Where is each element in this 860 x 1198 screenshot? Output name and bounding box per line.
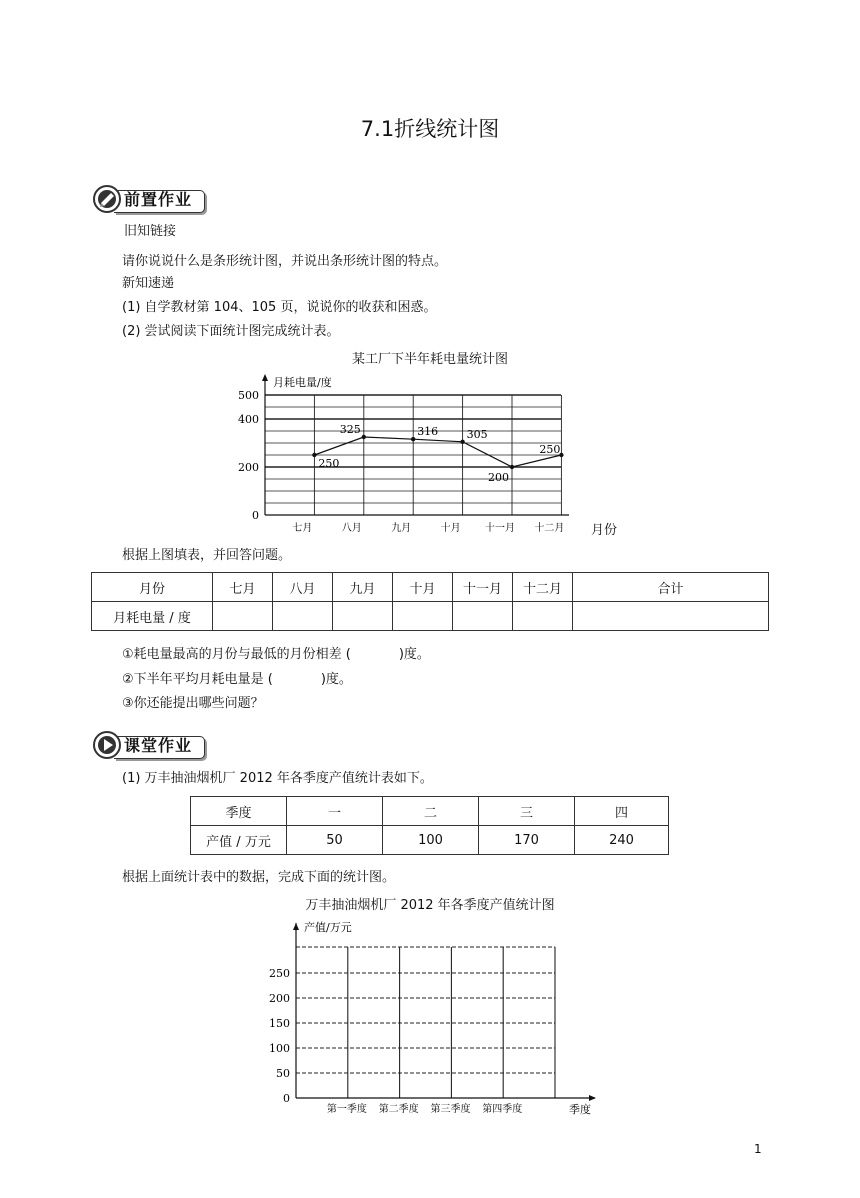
y-tick-label: 500 bbox=[238, 389, 259, 402]
fill-table-instruction: 根据上图填表，并回答问题。 bbox=[122, 548, 292, 563]
blank-answer-cell[interactable] bbox=[573, 602, 769, 631]
table-cell: 170 bbox=[479, 826, 575, 855]
table-cell: 十二月 bbox=[513, 573, 573, 602]
x-tick-label: 八月 bbox=[341, 523, 362, 534]
table-cell: 合计 bbox=[573, 573, 769, 602]
y-tick-label: 0 bbox=[252, 509, 259, 522]
data-label: 316 bbox=[417, 425, 439, 439]
data-point bbox=[411, 437, 415, 441]
empty-bar-chart[interactable] bbox=[262, 915, 602, 1120]
table-cell: 二 bbox=[383, 797, 479, 826]
table-cell: 产值 / 万元 bbox=[191, 826, 287, 855]
y-tick-label: 50 bbox=[276, 1067, 290, 1080]
complete-chart-instruction: 根据上面统计表中的数据，完成下面的统计图。 bbox=[122, 870, 396, 885]
table-cell: 月耗电量 / 度 bbox=[92, 602, 213, 631]
question-average bbox=[122, 670, 352, 690]
page-title: 7.1折线统计图 bbox=[360, 117, 500, 141]
x-tick-label: 第四季度 bbox=[482, 1104, 523, 1115]
x-axis-arrow bbox=[589, 1095, 596, 1101]
section-header-class bbox=[92, 730, 212, 760]
y-axis-arrow bbox=[262, 374, 268, 381]
blank-answer-cell[interactable] bbox=[333, 602, 393, 631]
question-more: ③你还能提出哪些问题？ bbox=[122, 696, 264, 711]
y-tick-label: 100 bbox=[269, 1042, 290, 1055]
table-cell: 四 bbox=[575, 797, 669, 826]
table-cell: 月份 bbox=[92, 573, 213, 602]
table-cell: 100 bbox=[383, 826, 479, 855]
table-cell: 八月 bbox=[273, 573, 333, 602]
table-cell: 三 bbox=[479, 797, 575, 826]
y-axis-label: 月耗电量/度 bbox=[273, 376, 332, 389]
table-cell: 十一月 bbox=[453, 573, 513, 602]
blank-answer-cell[interactable] bbox=[513, 602, 573, 631]
x-tick-label: 十月 bbox=[440, 523, 461, 534]
table-cell: 十月 bbox=[393, 573, 453, 602]
pencil-badge-icon bbox=[92, 184, 124, 214]
question-bar-chart: 请你说说什么是条形统计图，并说出条形统计图的特点。 bbox=[122, 254, 448, 269]
y-tick-label: 0 bbox=[283, 1092, 290, 1105]
x-tick-label: 第二季度 bbox=[378, 1104, 419, 1115]
table-row bbox=[92, 602, 769, 631]
question-text: ①耗电量最高的月份与最低的月份相差 ( bbox=[122, 647, 351, 662]
y-tick-label: 200 bbox=[238, 461, 259, 474]
blank-answer-cell[interactable] bbox=[213, 602, 273, 631]
power-table bbox=[91, 572, 769, 631]
question-1: (1) 自学教材第 104、105 页，说说你的收获和困惑。 bbox=[122, 300, 437, 315]
chart1-xlabel: 月份 bbox=[591, 523, 618, 538]
new-knowledge-label: 新知速递 bbox=[122, 276, 175, 291]
data-point bbox=[460, 440, 464, 444]
table-cell: 50 bbox=[287, 826, 383, 855]
series-line bbox=[314, 437, 561, 467]
table-header-row bbox=[92, 573, 769, 602]
x-tick-label: 十二月 bbox=[534, 523, 565, 534]
data-point bbox=[362, 435, 366, 439]
table-cell: 九月 bbox=[333, 573, 393, 602]
section-label: 课堂作业 bbox=[124, 736, 193, 755]
x-tick-label: 第一季度 bbox=[326, 1104, 367, 1115]
table-cell: 240 bbox=[575, 826, 669, 855]
table-cell: 七月 bbox=[213, 573, 273, 602]
chart2-title: 万丰抽油烟机厂 2012 年各季度产值统计图 bbox=[305, 898, 555, 913]
table-cell: 一 bbox=[287, 797, 383, 826]
class-question-1: (1) 万丰抽油烟机厂 2012 年各季度产值统计表如下。 bbox=[122, 771, 433, 786]
question-diff bbox=[122, 645, 430, 665]
y-tick-label: 150 bbox=[269, 1017, 290, 1030]
x-tick-label: 七月 bbox=[292, 523, 313, 534]
question-text: ②下半年平均月耗电量是 ( bbox=[122, 672, 273, 687]
line-chart bbox=[228, 370, 638, 540]
section-header-pre bbox=[92, 184, 212, 214]
output-table bbox=[190, 796, 669, 855]
blank-answer-cell[interactable] bbox=[273, 602, 333, 631]
data-point bbox=[312, 453, 316, 457]
data-label: 305 bbox=[466, 427, 488, 441]
question-2: (2) 尝试阅读下面统计图完成统计表。 bbox=[122, 324, 340, 339]
x-tick-label: 第三季度 bbox=[430, 1104, 471, 1115]
y-tick-label: 250 bbox=[269, 967, 290, 980]
y-axis-label: 产值/万元 bbox=[304, 921, 352, 934]
table-row bbox=[191, 826, 669, 855]
y-tick-label: 400 bbox=[238, 413, 259, 426]
y-tick-label: 200 bbox=[269, 992, 290, 1005]
question-text: )度。 bbox=[320, 672, 352, 687]
old-knowledge-label: 旧知链接 bbox=[124, 224, 177, 239]
data-point bbox=[510, 465, 514, 469]
y-axis-arrow bbox=[293, 923, 299, 930]
play-badge-icon bbox=[92, 730, 124, 760]
data-label: 250 bbox=[318, 457, 340, 470]
data-label: 250 bbox=[539, 443, 561, 456]
section-label: 前置作业 bbox=[124, 190, 193, 209]
data-label: 200 bbox=[488, 471, 509, 484]
blank-answer-cell[interactable] bbox=[393, 602, 453, 631]
blank-answer-cell[interactable] bbox=[453, 602, 513, 631]
table-cell: 季度 bbox=[191, 797, 287, 826]
data-label: 325 bbox=[339, 423, 361, 436]
page-number: 1 bbox=[754, 1142, 762, 1156]
table-header-row bbox=[191, 797, 669, 826]
x-tick-label: 十一月 bbox=[485, 523, 515, 534]
question-text: )度。 bbox=[398, 647, 430, 662]
x-tick-label: 九月 bbox=[391, 523, 412, 534]
chart1-title: 某工厂下半年耗电量统计图 bbox=[351, 352, 508, 367]
x-axis-label: 季度 bbox=[569, 1103, 591, 1116]
